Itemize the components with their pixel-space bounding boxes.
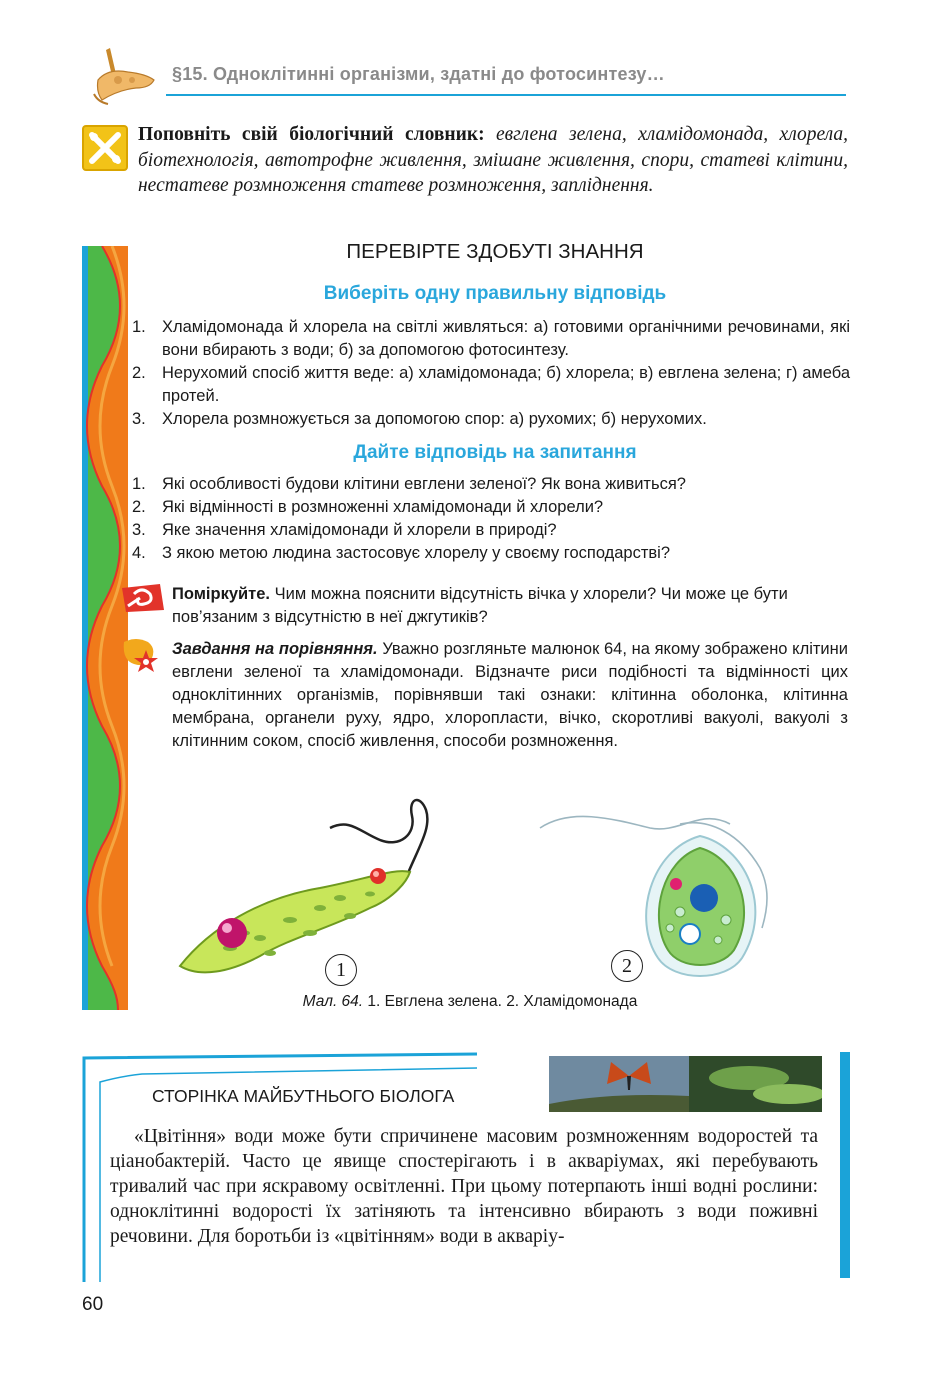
item-text: Хламідомонада й хлорела на світлі живляться: а) готовими органічними речовинами, які вони вбирають з води; б) за допомогою фотосинтезу. xyxy=(162,318,850,359)
dictionary-lead: Поповніть свій біологічний словник: xyxy=(138,124,485,145)
dictionary-paragraph xyxy=(138,122,848,199)
future-biologist-title: СТОРІНКА МАЙБУТНЬОГО БІОЛОГА xyxy=(152,1086,455,1106)
dictionary-icon xyxy=(82,125,128,171)
task-label: Завдання на порівняння. xyxy=(172,640,378,658)
dictionary-terms: евглена зелена, хламідомонада, хлорела, біотехнологія, автотрофне живлення, змішане живлення, спори, статеві клітини, нестатеве розмноження статеве розмноження, запліднення. xyxy=(138,124,848,196)
item-number: 3. xyxy=(132,410,146,428)
figure-marker-2: 2 xyxy=(611,950,643,982)
figure-caption xyxy=(130,993,810,1011)
section-header-title: §15. Одноклітинні організми, здатні до фотосинтезу… xyxy=(172,64,665,84)
item-number: 2. xyxy=(132,498,146,516)
task-body: Уважно розгляньте малюнок 64, на якому зображено клітини евглени зеленої та хламідомонади. Відзначте риси подібності та відмінності цих одноклітинних організмів, порівнявши такі ознаки: клітинна оболонка, клітинна мембрана, органели руху, ядро, хлоропласти, вічко, скоротливі вакуолі, вакуолі з клітинним соком, спосіб живлення, способи розмноження. xyxy=(172,640,848,750)
page-number: 60 xyxy=(82,1294,104,1315)
list-item xyxy=(130,519,850,542)
answer-questions-title: Дайте відповідь на запитання xyxy=(353,442,637,463)
hand-pointer-icon xyxy=(88,44,158,108)
future-biologist-paragraph: «Цвітіння» води може бути спричинене масовим розмноженням водоростей та ціанобактерій. Часто це явище спостерігають і в акваріумах, які перебувають тривалий час при яскравому освітленні. При цьому потерпають інші водні рослини: одноклітинні водорості їх затіняють та інтенсивно вбирають з води поживні речовини. Для боротьби із «цвітінням» води в акваріу- xyxy=(110,1126,818,1247)
item-text: Яке значення хламідомонади й хлорели в природі? xyxy=(162,521,557,539)
figure-marker-1: 1 xyxy=(325,954,357,986)
item-number: 4. xyxy=(132,544,146,562)
list-item xyxy=(130,473,850,496)
item-number: 3. xyxy=(132,521,146,539)
check-section-title: ПЕРЕВІРТЕ ЗДОБУТІ ЗНАННЯ xyxy=(346,240,644,263)
decorative-side-stripe xyxy=(82,246,128,1010)
butterfly-photo xyxy=(549,1056,822,1112)
think-body: Чим можна пояснити відсутність вічка у хлорели? Чи може це бути пов’язаним з відсутністю в неї джгутиків? xyxy=(172,585,788,626)
figure-label: Мал. 64. xyxy=(302,993,364,1010)
item-text: З якою метою людина застосовує хлорелу у своєму господарстві? xyxy=(162,544,671,562)
list-item xyxy=(130,496,850,519)
header-rule xyxy=(166,94,846,96)
think-paragraph xyxy=(172,583,848,629)
comparison-task-paragraph xyxy=(172,638,848,753)
answer-question-list xyxy=(130,473,850,565)
think-icon xyxy=(120,582,166,614)
choose-question-list xyxy=(130,316,850,431)
list-item xyxy=(130,316,850,362)
list-item xyxy=(130,408,850,431)
comparison-task-icon xyxy=(118,632,164,678)
item-text: Хлорела розмножується за допомогою спор: а) рухомих; б) нерухомих. xyxy=(162,410,707,428)
figure-description: 1. Евглена зелена. 2. Хламідомонада xyxy=(367,993,638,1010)
item-number: 2. xyxy=(132,364,146,382)
item-text: Які відмінності в розмноженні хламідомонади й хлорели? xyxy=(162,498,604,516)
choose-answer-title: Виберіть одну правильну відповідь xyxy=(323,283,667,304)
item-number: 1. xyxy=(132,318,146,336)
item-text: Нерухомий спосіб життя веде: а) хламідомонада; б) хлорела; в) евглена зелена; г) амеба протей. xyxy=(162,364,850,405)
item-text: Які особливості будови клітини евглени зеленої? Як вона живиться? xyxy=(162,475,686,493)
list-item xyxy=(130,362,850,408)
chlamydomonas-illustration xyxy=(530,788,790,988)
list-item xyxy=(130,542,850,565)
think-label: Поміркуйте. xyxy=(172,585,271,603)
item-number: 1. xyxy=(132,475,146,493)
